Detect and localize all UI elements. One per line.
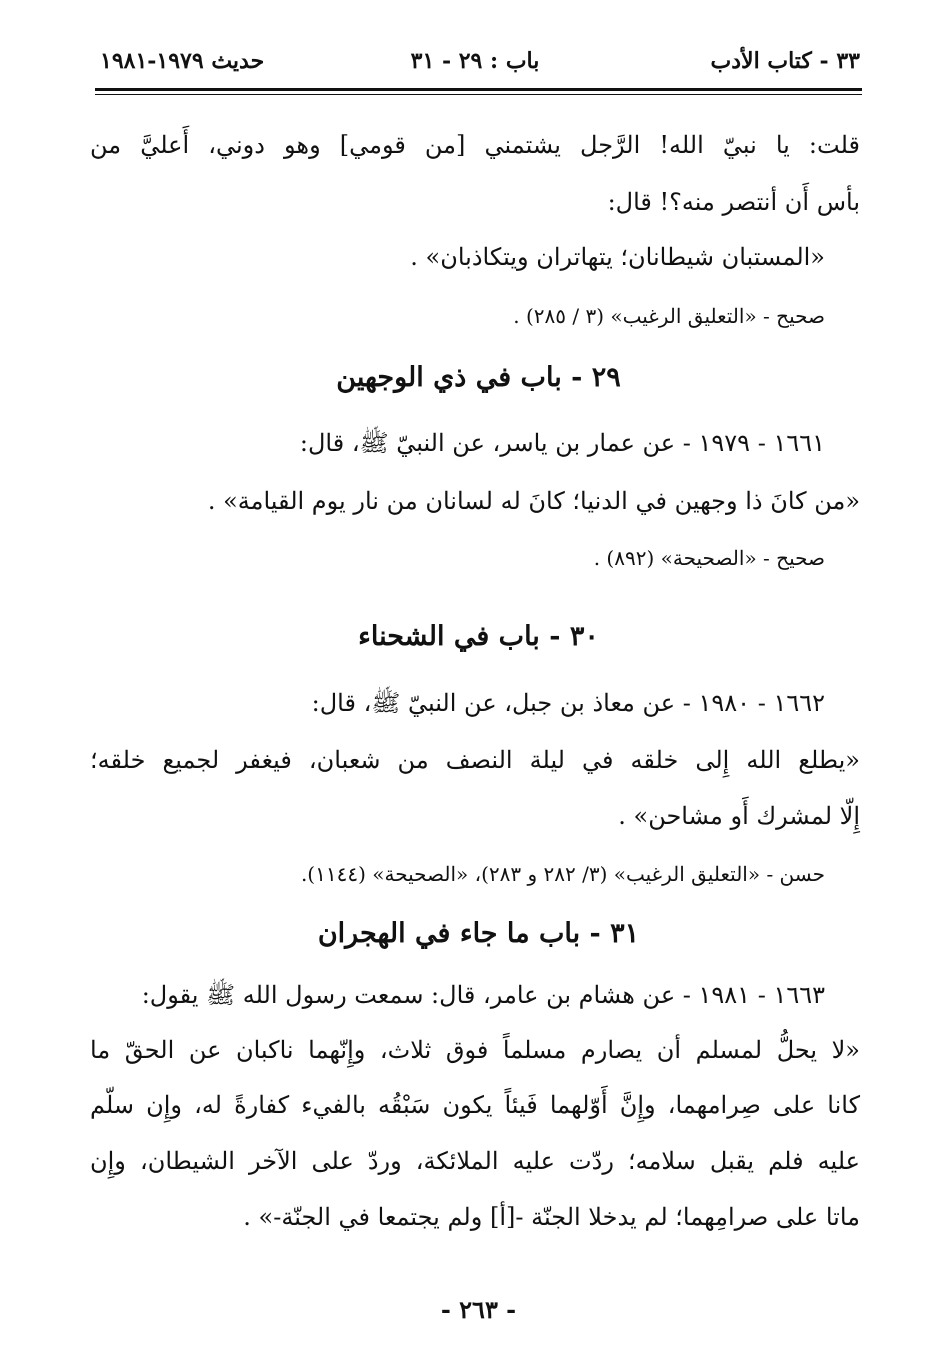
header-rule-thick [95, 88, 862, 91]
hadith-1663-text-3: عليه فلم يقبل سلامه؛ ردّت عليه الملائكة، وردّ على الآخر الشيطان، وإِن [90, 1147, 860, 1175]
chapter-29-heading: ٢٩ - باب في ذي الوجهين [336, 362, 621, 393]
page-number: - ٢٦٣ - [440, 1295, 517, 1324]
hadith-1661-grade: صحيح - «الصحيحة» (٨٩٢) . [593, 546, 825, 570]
intro-grade: صحيح - «التعليق الرغيب» (٣ / ٢٨٥) . [513, 304, 825, 328]
running-header-chapters: باب : ٢٩ - ٣١ [410, 48, 540, 74]
intro-quote: «المستبان شيطانان؛ يتهاتران ويتكاذبان» . [410, 243, 825, 271]
hadith-1662-text-1: «يطلع الله إِلى خلقه في ليلة النصف من شعبان، فيغفر لجميع خلقه؛ [90, 746, 860, 774]
hadith-1662-isnad: ١٦٦٢ - ١٩٨٠ - عن معاذ بن جبل، عن النبيّ ﷺ، قال: [311, 689, 825, 717]
running-header-hadiths: حديث ١٩٧٩-١٩٨١ [100, 48, 265, 74]
header-rule-thin [95, 94, 862, 95]
hadith-1662-text-2: إِلّا لمشرك أَو مشاحن» . [618, 802, 860, 830]
intro-line-1: قلت: يا نبيّ الله! الرَّجل يشتمني [من قومي] وهو دوني، أَعليَّ من [90, 131, 860, 159]
hadith-1663-text-4: ماتا على صرامِهما؛ لم يدخلا الجنّة -[أ] ولم يجتمعا في الجنّة-» . [243, 1203, 860, 1231]
hadith-1663-text-1: «لا يحلُّ لمسلم أن يصارم مسلماً فوق ثلاث، وإِنّهما ناكبان عن الحقّ ما [90, 1036, 860, 1064]
hadith-1661-text: «من كانَ ذا وجهين في الدنيا؛ كانَ له لسانان من نار يوم القيامة» . [207, 487, 860, 515]
running-header-book: ٣٣ - كتاب الأدب [710, 48, 860, 74]
hadith-1663-isnad: ١٦٦٣ - ١٩٨١ - عن هشام بن عامر، قال: سمعت رسول الله ﷺ يقول: [141, 981, 825, 1009]
chapter-30-heading: ٣٠ - باب في الشحناء [358, 621, 599, 652]
hadith-1662-grade: حسن - «التعليق الرغيب» (٣/ ٢٨٢ و ٢٨٣)، «الصحيحة» (١١٤٤). [300, 862, 825, 886]
hadith-1661-isnad: ١٦٦١ - ١٩٧٩ - عن عمار بن ياسر، عن النبيّ ﷺ، قال: [299, 429, 825, 457]
intro-line-2: بأس أَن أنتصر منه؟! قال: [607, 188, 860, 216]
hadith-1663-text-2: كانا على صِرامهما، وإِنَّ أَوّلهما فَيئاً يكون سَبْقُه بالفيء كفارةً له، وإِن سلّم [90, 1091, 860, 1119]
chapter-31-heading: ٣١ - باب ما جاء في الهجران [317, 918, 640, 949]
